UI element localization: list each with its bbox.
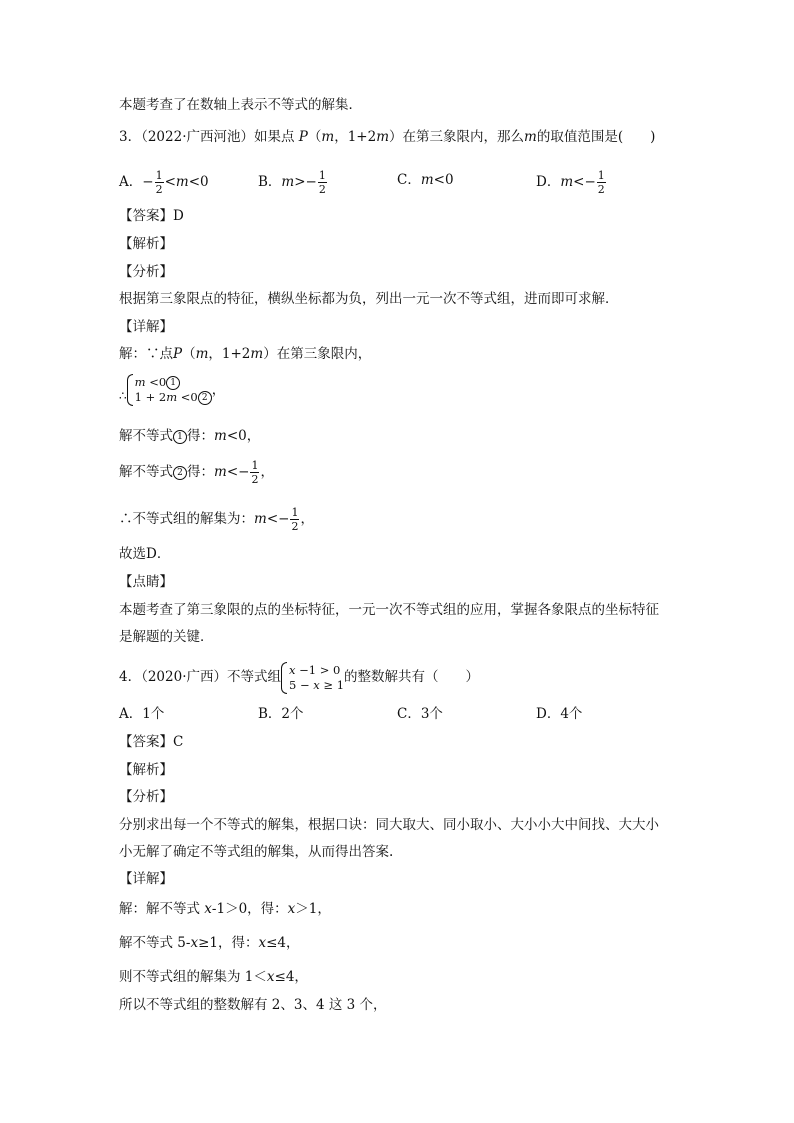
fraction-numerator: 1: [318, 169, 326, 182]
q3-head: 3．（2022·广西河池）如果点: [119, 129, 295, 145]
fraction-numerator: 1: [597, 169, 605, 182]
fraction-denominator: 2: [318, 183, 326, 196]
sol-var-x: x: [266, 969, 275, 985]
option-a-tail: <0: [188, 174, 209, 190]
step-text: 解不等式: [119, 464, 173, 480]
option-b-label: B．: [258, 174, 282, 190]
option-b-op: >−: [294, 174, 317, 190]
q4-tail: 的整数解共有（ ）: [344, 669, 480, 685]
sol-var-x: x: [190, 935, 199, 951]
q3-var-m: m: [321, 129, 335, 145]
sys-text: <0: [145, 374, 167, 389]
system-row-2: [135, 390, 212, 405]
option-d-op: <−: [573, 174, 596, 190]
sol-text: ＞1，: [295, 901, 331, 917]
option-b-fraction: [318, 170, 327, 195]
step-op: <−: [266, 511, 290, 527]
sol-text: ≤4，: [266, 935, 300, 951]
sys-text: ≥ 1: [319, 677, 345, 692]
q4-option-d: D．4个: [536, 706, 583, 722]
step-text: 得：: [187, 464, 214, 480]
q3-step3: [119, 507, 314, 532]
sol-text: 解：∵点: [119, 346, 173, 362]
sol-text: （: [182, 346, 196, 362]
step-fraction: [250, 460, 259, 485]
therefore-symbol: ∴: [119, 388, 127, 403]
q3-tail: 的取值范围是( ): [536, 129, 656, 145]
fraction-numerator: 1: [251, 459, 259, 472]
option-a-fraction: [155, 170, 164, 195]
q3-xiangjie-heading: 【详解】: [119, 319, 173, 335]
q4-solution-line4: 所以不等式组的整数解有 2、3、4 这 3 个，: [119, 997, 387, 1013]
q4-answer: 【答案】C: [119, 734, 184, 750]
sys-var-x: x: [313, 677, 320, 692]
q3-solution-line1: [119, 344, 371, 364]
q3-fenxi-heading: 【分析】: [119, 264, 173, 280]
q3-option-b: [258, 170, 328, 195]
step-text: <0，: [226, 428, 261, 444]
step-text: ，: [260, 464, 274, 480]
q4-solution-line3: [119, 967, 308, 987]
circled-number-icon: 1: [173, 430, 187, 444]
q3-point-p: P: [298, 129, 308, 145]
step-var-m: m: [214, 464, 227, 480]
q4-option-c: C．3个: [397, 706, 443, 722]
q3-var-m2: m: [376, 129, 390, 145]
step-text: 解不等式: [119, 428, 173, 444]
q4-option-a: A．1个: [119, 706, 165, 722]
q4-solution-line1: [119, 899, 331, 919]
sol-var-x: x: [258, 935, 267, 951]
q4-xiangjie-heading: 【详解】: [119, 871, 173, 887]
sys-comma: ，: [211, 381, 226, 398]
intro-text: 本题考查了在数轴上表示不等式的解集．: [119, 97, 362, 113]
sol-text: ）在第三象限内，: [263, 346, 372, 362]
system-row-2: [289, 678, 344, 693]
left-brace-icon: [127, 374, 133, 406]
q4-fenxi-heading: 【分析】: [119, 789, 173, 805]
sol-text: -1＞0，得：: [211, 901, 288, 917]
step-var-m: m: [214, 428, 227, 444]
q3-coords-close: ）在第三象限内，那么: [389, 129, 525, 145]
fraction-denominator: 2: [251, 473, 259, 486]
fraction-numerator: 1: [291, 506, 299, 519]
option-a-var: m: [175, 174, 189, 190]
step-op: <−: [226, 464, 250, 480]
sol-var-m: m: [250, 346, 264, 362]
sol-text: ，1+2: [208, 346, 251, 362]
sol-point-p: P: [173, 346, 183, 362]
circled-number-icon: 1: [166, 376, 180, 390]
circled-number-icon: 2: [173, 466, 187, 480]
step-fraction: [290, 507, 299, 532]
q3-coords-open: （: [307, 129, 322, 145]
q4-fenxi-line1: 分别求出每一个不等式的解集，根据口诀：同大取大、同小取小、大小小大中间找、大大小: [119, 817, 659, 833]
q3-var-m3: m: [524, 129, 537, 145]
option-d-fraction: [597, 170, 606, 195]
step-var-m: m: [254, 511, 267, 527]
option-c-var: m: [420, 172, 434, 188]
sol-var-m: m: [195, 346, 209, 362]
option-c-tail: <0: [433, 172, 454, 188]
step-text: ，: [300, 511, 314, 527]
sol-text: 则不等式组的解集为 1＜: [119, 969, 267, 985]
q3-choose: 故选D．: [119, 546, 171, 562]
q3-step1: [119, 426, 260, 446]
sys-text: 1 + 2: [134, 389, 167, 404]
option-d-label: D．: [536, 174, 561, 190]
system-row-1: [289, 663, 344, 678]
q3-option-c: [397, 170, 454, 190]
option-c-label: C．: [397, 172, 421, 188]
q3-answer: 【答案】D: [119, 208, 184, 224]
q3-dianjing-heading: 【点睛】: [119, 574, 173, 590]
fraction-numerator: 1: [155, 169, 163, 182]
fraction-denominator: 2: [291, 520, 299, 533]
q3-option-d: [536, 170, 607, 195]
sol-text: ≤4，: [274, 969, 308, 985]
q3-stem: [119, 127, 655, 147]
q4-fenxi-line2: 小无解了确定不等式组的解集，从而得出答案.: [119, 844, 394, 860]
sol-var-x: x: [204, 901, 212, 917]
sol-text: ≥1，得：: [198, 935, 259, 951]
q4-head: 4．（2020·广西）不等式组: [119, 669, 281, 685]
q3-jiexi-heading: 【解析】: [119, 236, 173, 252]
q4-jiexi-heading: 【解析】: [119, 762, 173, 778]
system-lines: [135, 375, 212, 405]
step-text: 得：: [187, 428, 214, 444]
circled-number-icon: 2: [198, 391, 212, 405]
sol-text: 解不等式 5-: [119, 935, 191, 951]
sys-var-x: x: [289, 662, 296, 677]
step-text: ∴不等式组的解集为：: [119, 511, 254, 527]
q3-inequality-system: [119, 372, 225, 406]
q3-fenxi-text: 根据第三象限点的特征，横纵坐标都为负，列出一元一次不等式组，进而即可求解．: [119, 291, 619, 307]
q4-option-b: B．2个: [258, 706, 304, 722]
q4-solution-line2: [119, 933, 300, 953]
fraction-denominator: 2: [155, 183, 163, 196]
option-a-minus: −: [142, 174, 154, 190]
sol-text: 解：解不等式: [119, 901, 205, 917]
sys-var-m: m: [134, 374, 146, 389]
option-a-label: A．: [119, 174, 143, 190]
sys-text: 5 −: [289, 677, 314, 692]
sol-var-x: x: [287, 901, 296, 917]
q3-coords-mid: ，1+2: [334, 129, 377, 145]
system-lines: [289, 663, 344, 693]
left-brace-icon: [281, 662, 287, 694]
q3-option-a: [119, 170, 209, 195]
q3-step2: [119, 460, 274, 485]
fraction-denominator: 2: [597, 183, 605, 196]
sys-var-m: m: [166, 389, 178, 404]
sys-text: <0: [177, 389, 198, 404]
q3-dianjing-line1: 本题考查了第三象限的点的坐标特征，一元一次不等式组的应用，掌握各象限点的坐标特征: [119, 602, 659, 618]
system-block: [119, 373, 225, 407]
option-a-lt: <: [164, 174, 176, 190]
option-d-var: m: [560, 174, 574, 190]
q3-dianjing-line2: 是解题的关键．: [119, 629, 214, 645]
q4-stem: [119, 660, 479, 694]
system-row-1: [135, 375, 212, 390]
option-b-var: m: [281, 174, 295, 190]
sys-text: −1 > 0: [295, 662, 341, 677]
q4-system: [281, 662, 344, 694]
